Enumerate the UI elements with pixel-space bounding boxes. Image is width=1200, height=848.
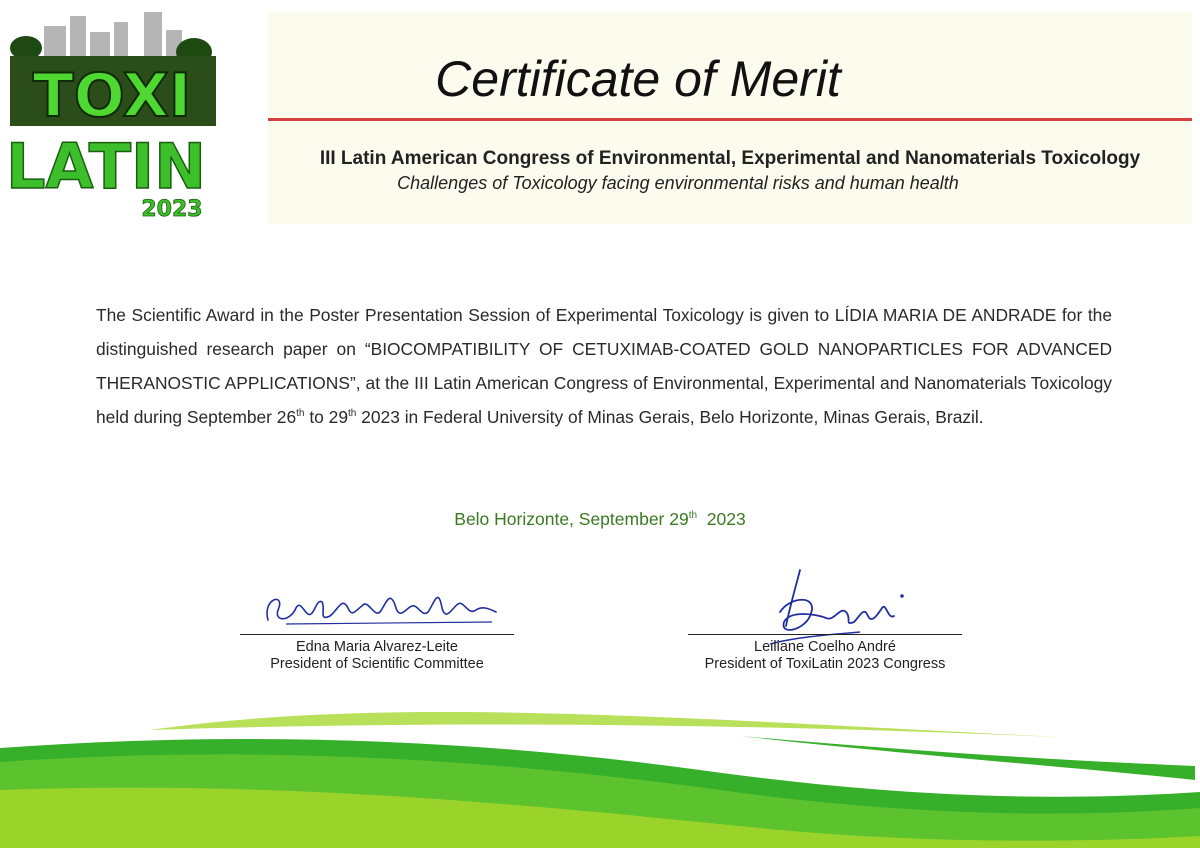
title-divider [268, 118, 1192, 121]
award-text-sup2: th [348, 408, 357, 420]
place-date-year: 2023 [697, 509, 746, 529]
award-text-sup1: th [296, 408, 305, 420]
place-date-sup: th [688, 510, 698, 522]
signature-edna [256, 578, 506, 636]
congress-motto: Challenges of Toxicology facing environmental risks and human health [397, 173, 959, 193]
signatory-role: President of Scientific Committee [270, 656, 484, 672]
toxilatin-logo [4, 4, 224, 220]
signature-block-right [688, 634, 962, 673]
logo-latin-text: LATIN [6, 130, 206, 203]
place-date [300, 509, 900, 530]
award-text-part2: to 29 [304, 407, 348, 427]
award-text-part1: The Scientific Award in the Poster Presentation Session of Experimental Toxicology is given to LÍDIA MARIA DE ANDRADE for the distinguished research paper on “BIOCOMPATIBILITY OF CETUXIMAB-COATED GOLD NANOPARTICLES FOR ADVANCED THERANOSTIC APPLICATIONS”, at the III Latin American Congress of Environmental, Experimental and Nanomaterials Toxicology held during September 26 [96, 305, 1112, 427]
award-statement [96, 298, 1112, 434]
congress-name: III Latin American Congress of Environmental, Experimental and Nanomaterials Toxicology [319, 148, 1141, 169]
green-wave-decoration [0, 700, 1200, 848]
signatory-role: President of ToxiLatin 2023 Congress [704, 656, 946, 672]
signature-line [688, 634, 962, 635]
award-text-part3: 2023 in Federal University of Minas Gerais, Belo Horizonte, Minas Gerais, Brazil. [356, 407, 984, 427]
signatory-name: Leiliane Coelho André [754, 639, 896, 655]
certificate-title: Certificate of Merit [435, 51, 841, 107]
signature-line [240, 634, 514, 635]
logo-toxi-text: TOXI [32, 61, 192, 131]
signatory-name: Edna Maria Alvarez-Leite [296, 639, 458, 655]
signature-block-left [240, 634, 514, 673]
place-date-text: Belo Horizonte, September 29 [454, 509, 689, 529]
logo-year-text: 2023 [141, 197, 203, 220]
